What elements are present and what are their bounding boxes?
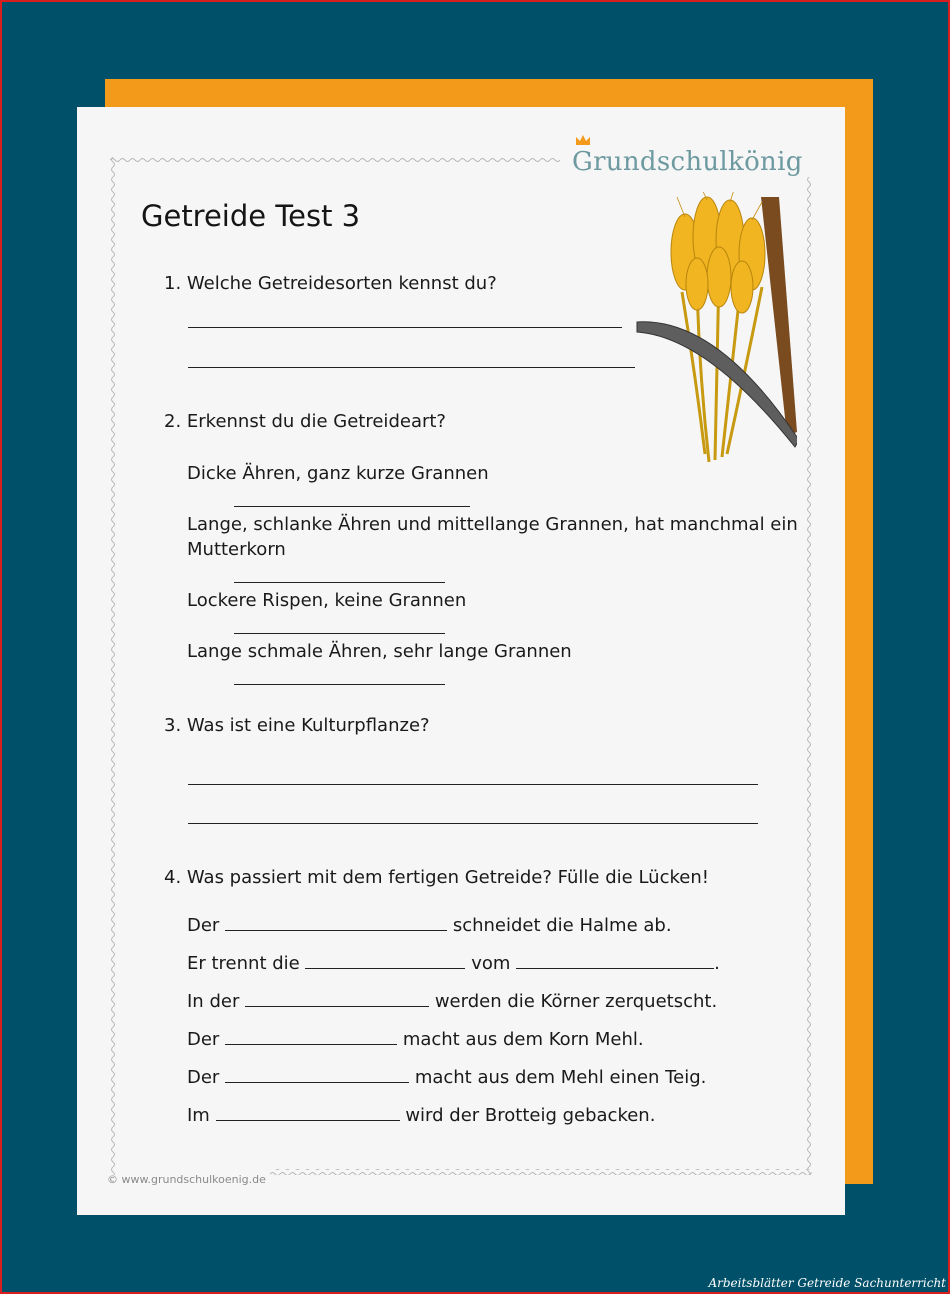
blank-4[interactable]: [225, 1028, 397, 1045]
sentence-5: [187, 1065, 706, 1090]
image-caption: Arbeitsblätter Getreide Sachunterricht: [708, 1276, 946, 1290]
blank-3[interactable]: [245, 990, 429, 1007]
sentence-1-end: schneidet die Halme ab.: [452, 915, 672, 936]
clue-1: Dicke Ähren, ganz kurze Grannen: [187, 463, 489, 484]
sentence-4-end: macht aus dem Korn Mehl.: [402, 1029, 644, 1050]
answer-line-3a[interactable]: [188, 784, 758, 785]
answer-line-2d[interactable]: [234, 684, 445, 685]
sentence-3-start: In der: [187, 991, 240, 1012]
question-4: 4. Was passiert mit dem fertigen Getreide? Fülle die Lücken!: [164, 867, 709, 888]
answer-line-2b[interactable]: [234, 582, 445, 583]
sentence-5-start: Der: [187, 1067, 220, 1088]
clue-2-continued: Mutterkorn: [187, 539, 286, 560]
worksheet: [77, 107, 845, 1215]
clue-2: Lange, schlanke Ähren und mittellange Grannen, hat manchmal ein: [187, 514, 798, 535]
answer-line-1b[interactable]: [188, 367, 635, 368]
blank-2a[interactable]: [305, 952, 465, 969]
blank-1[interactable]: [225, 914, 447, 931]
sentence-1-start: Der: [187, 915, 220, 936]
clue-3: Lockere Rispen, keine Grannen: [187, 590, 467, 611]
sentence-4: [187, 1027, 644, 1052]
brand-logo: [570, 133, 820, 183]
sentence-2-start: Er trennt die: [187, 953, 300, 974]
question-1: 1. Welche Getreidesorten kennst du?: [164, 273, 497, 294]
sentence-6-start: Im: [187, 1105, 210, 1126]
brand-name: Grundschulkönig: [572, 147, 803, 177]
sentence-6: [187, 1103, 655, 1128]
footer-copyright: © www.grundschulkoenig.de: [107, 1173, 266, 1186]
wheat-scythe-illustration: [627, 192, 797, 467]
blank-6[interactable]: [216, 1104, 400, 1121]
answer-line-2c[interactable]: [234, 633, 445, 634]
question-3: 3. Was ist eine Kulturpflanze?: [164, 715, 430, 736]
question-2: 2. Erkennst du die Getreideart?: [164, 411, 446, 432]
sentence-2: [187, 951, 720, 976]
answer-line-2a[interactable]: [234, 506, 470, 507]
sentence-2-mid: vom: [471, 953, 511, 974]
sentence-3: [187, 989, 717, 1014]
clue-4: Lange schmale Ähren, sehr lange Grannen: [187, 641, 572, 662]
page-title: Getreide Test 3: [141, 199, 361, 233]
sentence-3-end: werden die Körner zerquetscht.: [434, 991, 718, 1012]
answer-line-3b[interactable]: [188, 823, 758, 824]
answer-line-1a[interactable]: [188, 327, 622, 328]
blank-5[interactable]: [225, 1066, 409, 1083]
sentence-2-end: .: [714, 953, 720, 974]
sentence-6-end: wird der Brotteig gebacken.: [405, 1105, 656, 1126]
crown-icon: [575, 134, 591, 146]
blank-2b[interactable]: [516, 952, 714, 969]
sentence-4-start: Der: [187, 1029, 220, 1050]
sentence-1: [187, 913, 672, 938]
sentence-5-end: macht aus dem Mehl einen Teig.: [414, 1067, 707, 1088]
